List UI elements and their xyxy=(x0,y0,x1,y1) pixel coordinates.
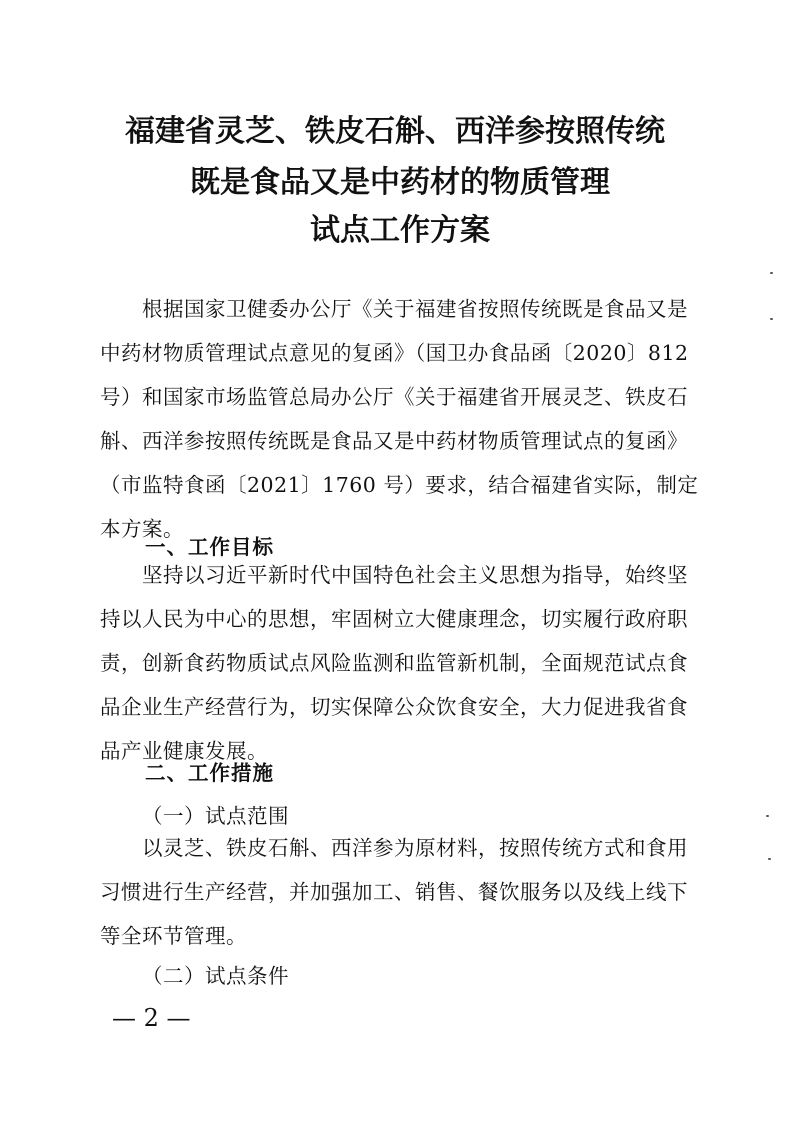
intro-line: （市监特食函〔2021〕1760 号）要求，结合福建省实际，制定 xyxy=(100,473,699,497)
subsection-heading-scope: （一）试点范围 xyxy=(142,804,289,828)
section1-line: 责，创新食药物质试点风险监测和监管新机制，全面规范试点食 xyxy=(100,651,688,675)
subsection1-line: 习惯进行生产经营，并加强加工、销售、餐饮服务以及线上线下 xyxy=(100,880,688,904)
intro-line: 中药材物质管理试点意见的复函》（国卫办食品函〔2020〕812 xyxy=(100,341,689,365)
section1-line: 品产业健康发展。 xyxy=(100,739,268,763)
scan-speck xyxy=(768,858,771,860)
section-heading-measures: 二、工作措施 xyxy=(145,761,274,785)
document-title-line-1: 福建省灵芝、铁皮石斛、西洋参按照传统 xyxy=(125,114,665,149)
page-number: — 2 — xyxy=(112,1004,191,1032)
subsection1-line: 以灵芝、铁皮石斛、西洋参为原材料，按照传统方式和食用 xyxy=(100,836,688,860)
intro-line: 号）和国家市场监管总局办公厅《关于福建省开展灵芝、铁皮石 xyxy=(100,385,688,409)
subsection1-line: 等全环节管理。 xyxy=(100,924,247,948)
section1-line: 持以人民为中心的思想，牢固树立大健康理念，切实履行政府职 xyxy=(100,607,688,631)
subsection-heading-conditions: （二）试点条件 xyxy=(142,964,289,988)
intro-line: 本方案。 xyxy=(100,517,184,541)
section-heading-goals: 一、工作目标 xyxy=(145,535,274,559)
scan-speck xyxy=(766,815,769,817)
document-title-line-2: 既是食品又是中药材的物质管理 xyxy=(190,165,610,200)
intro-line: 斛、西洋参按照传统既是食品又是中药材物质管理试点的复函》 xyxy=(100,429,688,453)
section1-line: 品企业生产经营行为，切实保障公众饮食安全，大力促进我省食 xyxy=(100,695,688,719)
scan-speck xyxy=(770,318,773,320)
intro-line: 根据国家卫健委办公厅《关于福建省按照传统既是食品又是 xyxy=(100,297,688,321)
section1-line: 坚持以习近平新时代中国特色社会主义思想为指导，始终坚 xyxy=(100,563,688,587)
scan-speck xyxy=(770,272,773,274)
document-title-line-3: 试点工作方案 xyxy=(310,213,490,248)
